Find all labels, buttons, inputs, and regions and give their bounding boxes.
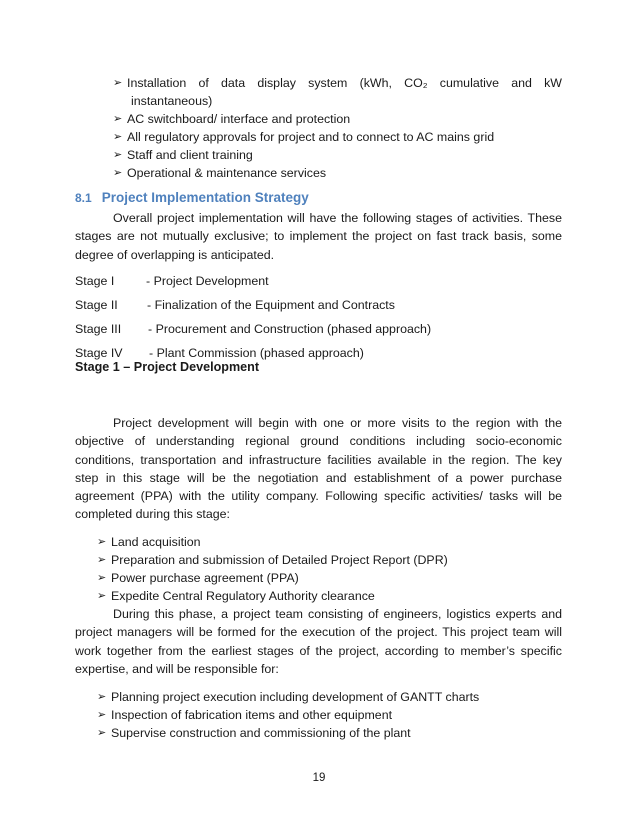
arrow-bullet-icon: ➢: [113, 149, 123, 161]
paragraph-line: expertise, and will be responsible for:: [75, 661, 279, 676]
bullet-item: [113, 74, 562, 110]
section-intro-paragraph: [75, 209, 562, 264]
bullet-text: Installation of data display system (kWh, CO₂ cumulative and kW: [127, 76, 562, 90]
arrow-bullet-icon: ➢: [97, 709, 107, 721]
arrow-bullet-icon: ➢: [97, 727, 107, 739]
bullet-text: AC switchboard/ interface and protection: [127, 112, 351, 126]
arrow-bullet-icon: ➢: [97, 536, 107, 548]
bullet-item: [97, 551, 562, 569]
paragraph-line: agreement (PPA) with the utility company. Following specific activities/ tasks will be: [75, 489, 562, 504]
stage-description: - Finalization of the Equipment and Contracts: [147, 298, 395, 312]
bullet-item: [113, 110, 562, 128]
arrow-bullet-icon: ➢: [113, 77, 123, 89]
bullet-item: [97, 533, 562, 551]
paragraph-line: degree of overlapping is anticipated.: [75, 247, 275, 262]
paragraph-line: objective of understanding regional ground conditions including socio-economic: [75, 434, 562, 449]
stage-label: Stage IV: [75, 346, 123, 360]
stage-description: - Plant Commission (phased approach): [149, 346, 364, 360]
stage1-team-paragraph: [75, 605, 562, 678]
bullet-text: Staff and client training: [127, 148, 253, 162]
bullet-item: [97, 587, 562, 605]
stage-label: Stage III: [75, 322, 122, 336]
bullet-text: Power purchase agreement (PPA): [111, 571, 299, 585]
paragraph-line: project managers will be formed for the execution of the project. This project team will: [75, 625, 562, 640]
paragraph-line: work together from the earliest stages of the project, according to member’s specific: [75, 643, 562, 658]
paragraph-line: conditions, transportation and infrastructure facilities available in the region. The key: [75, 452, 562, 467]
arrow-bullet-icon: ➢: [113, 131, 123, 143]
paragraph-line: step in this stage will be the negotiation and establishment of a power purchase: [75, 470, 562, 485]
arrow-bullet-icon: ➢: [113, 113, 123, 125]
bullet-item: [97, 724, 562, 742]
stage-description: - Project Development: [146, 274, 269, 288]
arrow-bullet-icon: ➢: [113, 167, 123, 179]
bullet-item: [113, 164, 562, 182]
section-title: Project Implementation Strategy: [101, 190, 309, 205]
stage-description: - Procurement and Construction (phased approach): [148, 322, 432, 336]
bullet-text: Planning project execution including development of GANTT charts: [111, 690, 480, 704]
bullet-item: [97, 569, 562, 587]
arrow-bullet-icon: ➢: [97, 691, 107, 703]
section-number: 8.1: [75, 191, 92, 205]
bullet-text: All regulatory approvals for project and to connect to AC mains grid: [127, 130, 495, 144]
bullet-text: Land acquisition: [111, 535, 201, 549]
bullet-text: Inspection of fabrication items and other equipment: [111, 708, 393, 722]
bullet-item: [97, 688, 562, 706]
bullet-text: Preparation and submission of Detailed Project Report (DPR): [111, 553, 448, 567]
paragraph-line: Overall project implementation will have the following stages of activities. These: [113, 211, 562, 225]
bullet-item: [113, 146, 562, 164]
stage-label: Stage II: [75, 298, 118, 312]
bullet-item: [113, 128, 562, 146]
paragraph-line: During this phase, a project team consisting of engineers, logistics experts and: [113, 607, 562, 621]
stage-label: Stage I: [75, 274, 115, 288]
paragraph-line: completed during this stage:: [75, 507, 230, 522]
paragraph-line: Project development will begin with one or more visits to the region with the: [113, 416, 562, 430]
bullet-text: Expedite Central Regulatory Authority clearance: [111, 589, 375, 603]
bullet-text: Operational & maintenance services: [127, 166, 327, 180]
stage1-heading: Stage 1 – Project Development: [75, 360, 260, 374]
page-number: 19: [312, 772, 326, 784]
stage1-paragraph: [75, 414, 562, 524]
section-heading: [75, 190, 309, 205]
arrow-bullet-icon: ➢: [97, 554, 107, 566]
paragraph-line: stages are not mutually exclusive; to implement the project on fast track basis, some: [75, 229, 562, 244]
bullet-text-continued: instantaneous): [131, 94, 213, 108]
bullet-text: Supervise construction and commissioning of the plant: [111, 726, 411, 740]
bullet-item: [97, 706, 562, 724]
arrow-bullet-icon: ➢: [97, 572, 107, 584]
arrow-bullet-icon: ➢: [97, 590, 107, 602]
